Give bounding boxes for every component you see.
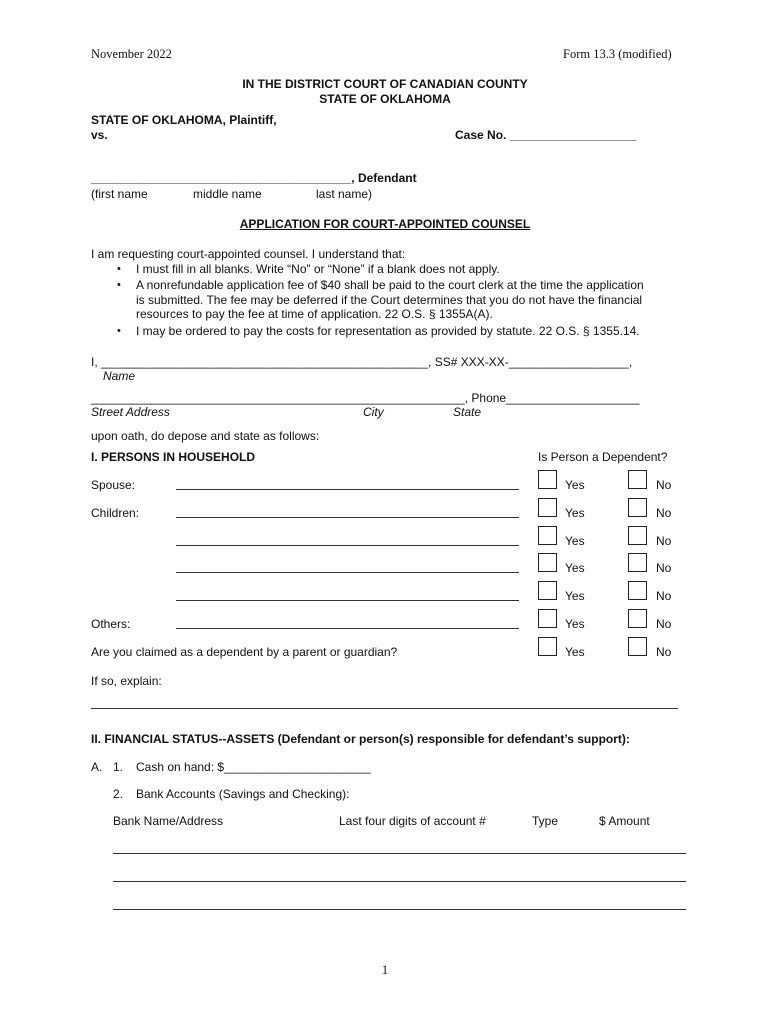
child-4-yes-checkbox[interactable] [538,581,557,600]
child-3-name-line[interactable] [176,572,519,573]
child-2-name-line[interactable] [176,545,519,546]
form-number: Form 13.3 (modified) [563,47,672,61]
vs-label: vs. [91,128,108,142]
child-4-no-checkbox[interactable] [628,581,647,600]
claimed-yes-checkbox[interactable] [538,637,557,656]
court-name: IN THE DISTRICT COURT OF CANADIAN COUNTY [242,77,528,91]
form-title: APPLICATION FOR COURT-APPOINTED COUNSEL [239,217,531,231]
yes-label: Yes [565,645,585,659]
no-label: No [656,589,672,603]
yes-label: Yes [565,589,585,603]
no-label: No [656,506,672,520]
case-number-field[interactable]: Case No. ___________________ [455,128,637,142]
state-label: State [453,405,482,419]
section-a-label: A. [91,760,103,774]
intro-bullet-3: I may be ordered to pay the costs for representation as provided by statute. 22 O.S. § 1355.14. [136,324,640,338]
col-bank-name: Bank Name/Address [113,814,224,828]
intro-bullet-2-cont: is submitted. The fee may be deferred if the Court determines that you do not have the financial [136,293,643,307]
child-3-no-checkbox[interactable] [628,553,647,572]
child-2-yes-checkbox[interactable] [538,526,557,545]
bullet-icon: • [117,263,121,275]
col-type: Type [532,814,559,828]
first-name-label: (first name [91,187,148,201]
others-no-checkbox[interactable] [628,609,647,628]
child-1-name-line[interactable] [176,517,519,518]
intro-bullet-1: I must fill in all blanks. Write “No” or “None” if a blank does not apply. [136,262,500,276]
spouse-name-line[interactable] [176,489,519,490]
children-label: Children: [91,506,140,520]
claimed-dependent-question: Are you claimed as a dependent by a parent or guardian? [91,645,398,659]
spouse-label: Spouse: [91,478,136,492]
child-4-name-line[interactable] [176,600,519,601]
yes-label: Yes [565,478,585,492]
defendant-name-field[interactable]: _______________________________________, Defendant [91,171,417,185]
explain-line[interactable] [91,708,678,709]
yes-label: Yes [565,506,585,520]
court-state: STATE OF OKLAHOMA [319,92,451,106]
col-amount: $ Amount [599,814,650,828]
oath-text: upon oath, do depose and state as follows: [91,429,320,443]
name-label: Name [103,369,136,383]
explain-label: If so, explain: [91,674,162,688]
bank-account-line-3[interactable] [113,909,686,910]
bank-accounts-label: Bank Accounts (Savings and Checking): [136,787,350,801]
plaintiff-label: STATE OF OKLAHOMA, Plaintiff, [91,113,277,127]
yes-label: Yes [565,617,585,631]
address-phone-field[interactable]: ________________________________________________________, Phone____________________ [91,391,640,405]
last-name-label: last name) [316,187,373,201]
intro-bullet-2: A nonrefundable application fee of $40 shall be paid to the court clerk at the time the application [136,278,644,292]
street-address-label: Street Address [91,405,170,419]
city-label: City [363,405,384,419]
spouse-no-checkbox[interactable] [628,470,647,489]
claimed-no-checkbox[interactable] [628,637,647,656]
col-account-digits: Last four digits of account # [339,814,486,828]
item-1-number: 1. [113,760,124,774]
others-name-line[interactable] [176,628,519,629]
item-2-number: 2. [113,787,124,801]
header-date: November 2022 [91,47,172,61]
child-3-yes-checkbox[interactable] [538,553,557,572]
child-2-no-checkbox[interactable] [628,526,647,545]
assets-heading: II. FINANCIAL STATUS--ASSETS (Defendant or person(s) responsible for defendant’s support): [91,732,630,746]
cash-on-hand-field[interactable]: Cash on hand: $______________________ [136,760,371,774]
middle-name-label: middle name [193,187,262,201]
bullet-icon: • [117,325,121,337]
no-label: No [656,478,672,492]
no-label: No [656,534,672,548]
no-label: No [656,617,672,631]
applicant-name-field[interactable]: I, _________________________________________________, SS# XXX-XX-__________________, [91,355,633,369]
no-label: No [656,561,672,575]
others-yes-checkbox[interactable] [538,609,557,628]
intro-bullet-2-cont2: resources to pay the fee at time of application. 22 O.S. § 1355A(A). [136,307,493,321]
intro-lead: I am requesting court-appointed counsel. I understand that: [91,247,406,261]
household-heading: I. PERSONS IN HOUSEHOLD [91,450,256,464]
bank-account-line-2[interactable] [113,881,686,882]
child-1-no-checkbox[interactable] [628,498,647,517]
bullet-icon: • [117,279,121,291]
yes-label: Yes [565,561,585,575]
page-number: 1 [381,963,389,977]
no-label: No [656,645,672,659]
bank-account-line-1[interactable] [113,853,686,854]
yes-label: Yes [565,534,585,548]
dependent-header: Is Person a Dependent? [538,450,668,464]
spouse-yes-checkbox[interactable] [538,470,557,489]
child-1-yes-checkbox[interactable] [538,498,557,517]
others-label: Others: [91,617,131,631]
